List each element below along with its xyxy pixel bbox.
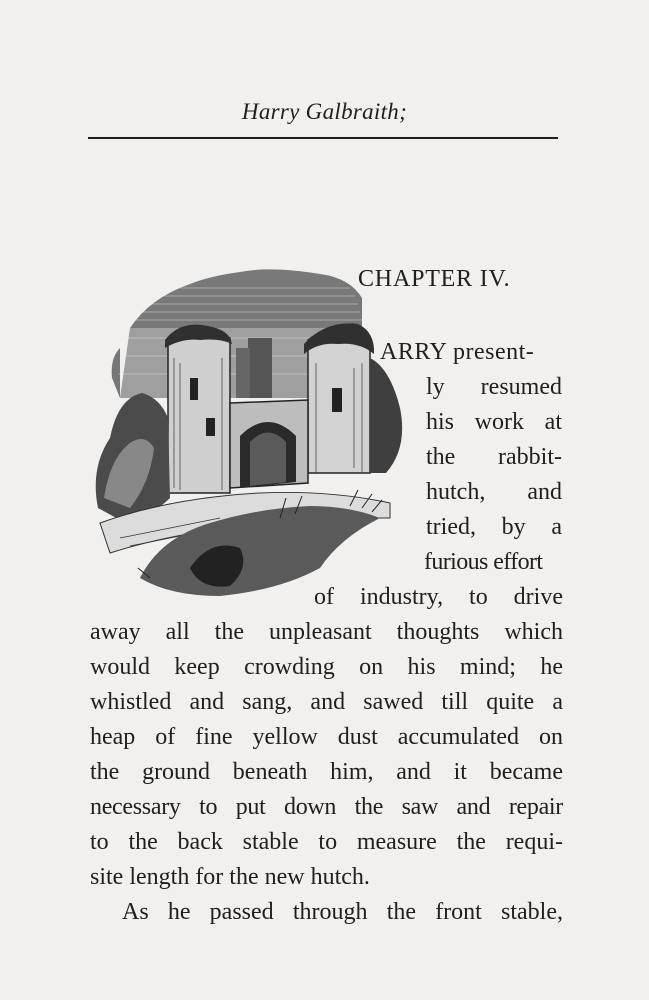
text-line-15: to the back stable to measure the requi- bbox=[90, 829, 563, 855]
castle-ruin-engraving bbox=[90, 268, 415, 598]
text-line-6: tried, by a bbox=[426, 514, 562, 540]
running-head: Harry Galbraith; bbox=[241, 99, 408, 124]
header-rule bbox=[88, 137, 558, 139]
text-line-7: furious effort bbox=[424, 549, 543, 575]
text-line-3: his work at bbox=[426, 409, 562, 435]
chapter-heading: CHAPTER IV. bbox=[358, 266, 511, 292]
text-line-2: ly resumed bbox=[426, 374, 562, 400]
text-line-14: necessary to put down the saw and repair bbox=[90, 794, 563, 820]
text-line-4: the rabbit- bbox=[426, 444, 562, 470]
text-line-11: whistled and sang, and sawed till quite a bbox=[90, 689, 563, 715]
text-line-12: heap of fine yellow dust accumulated on bbox=[90, 724, 563, 750]
text-line-9: away all the unpleasant thoughts which bbox=[90, 619, 563, 645]
text-line-8: of industry, to drive bbox=[314, 584, 563, 610]
text-line-13: the ground beneath him, and it became bbox=[90, 759, 563, 785]
text-line-5: hutch, and bbox=[426, 479, 562, 505]
text-line-17: As he passed through the front stable, bbox=[122, 899, 563, 925]
text-line-1: ARRY present- bbox=[380, 339, 535, 365]
text-line-10: would keep crowding on his mind; he bbox=[90, 654, 563, 680]
text-line-16: site length for the new hutch. bbox=[90, 864, 370, 890]
